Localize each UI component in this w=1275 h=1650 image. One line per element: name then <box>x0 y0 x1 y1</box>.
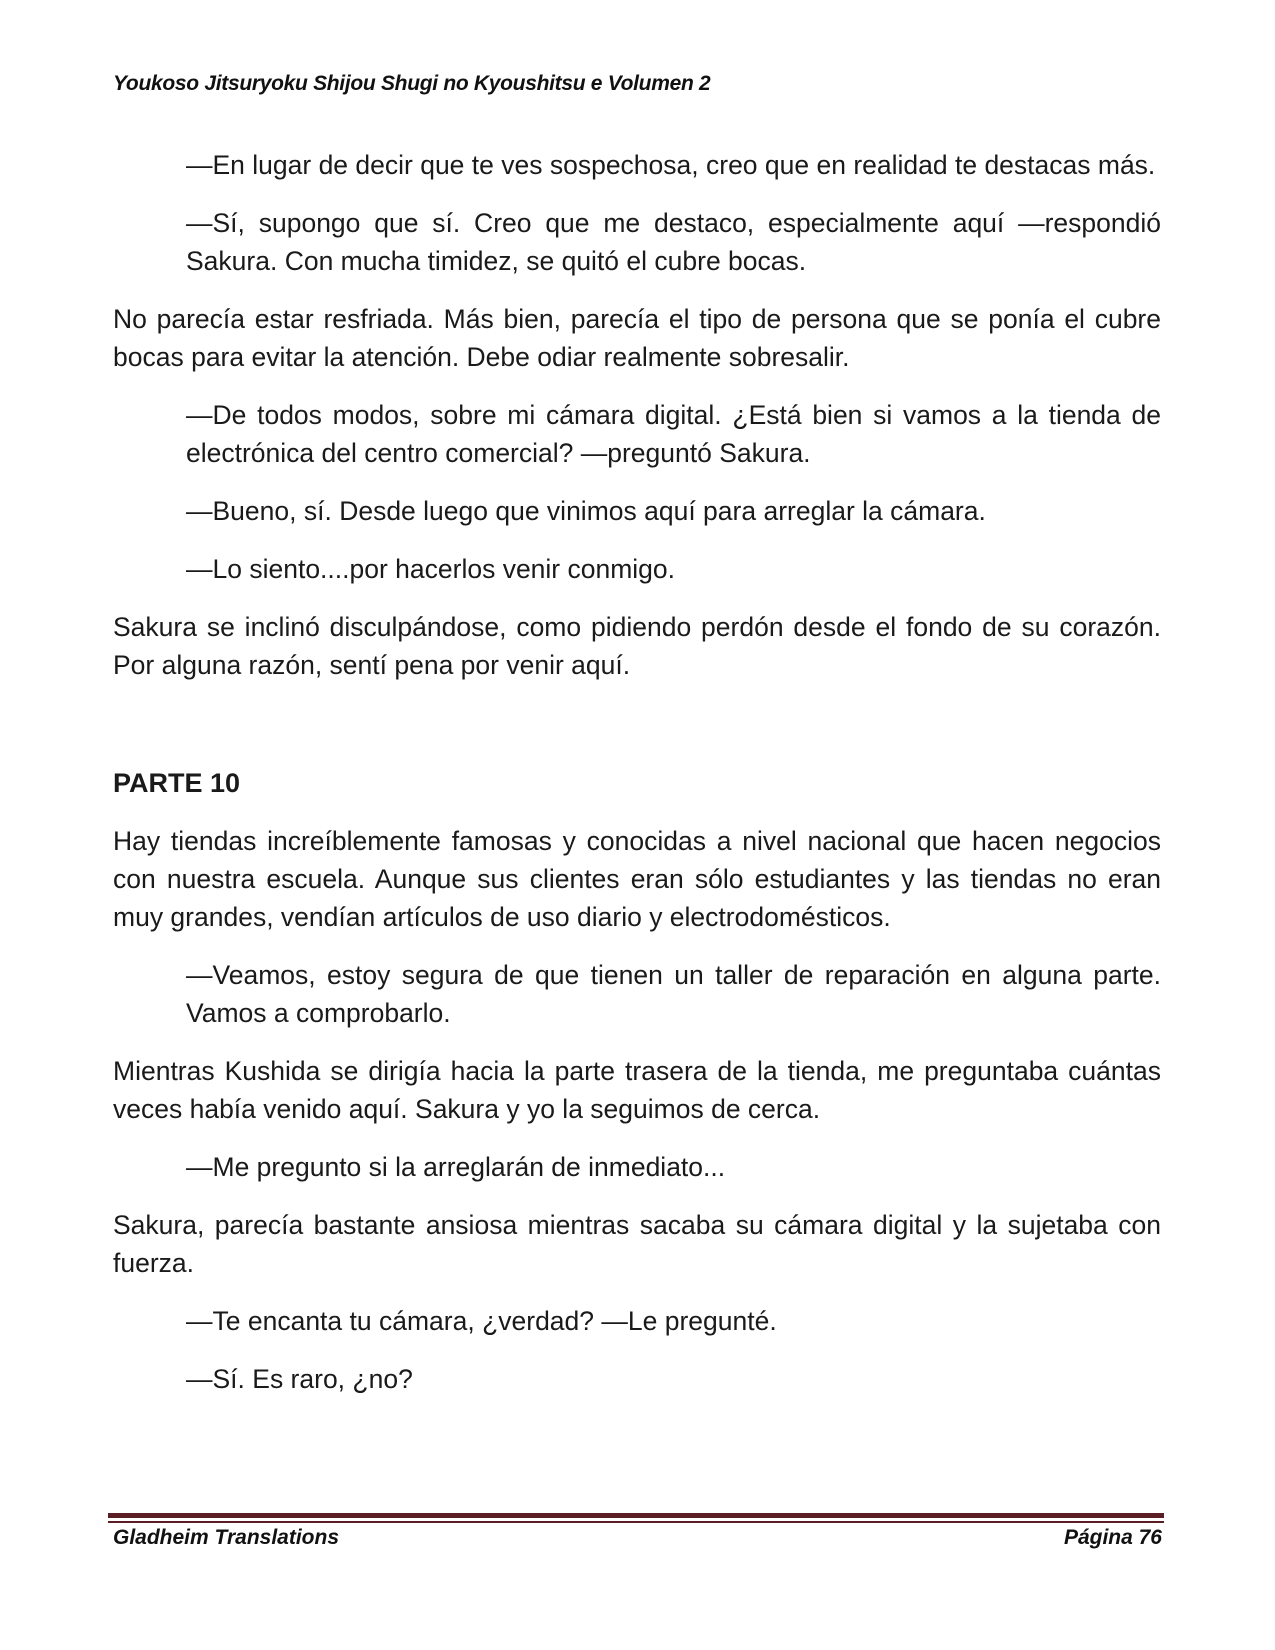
dialogue-paragraph: —De todos modos, sobre mi cámara digital. ¿Está bien si vamos a la tienda de electrónica del centro comercial? —preguntó Sakura. <box>186 400 1161 468</box>
dialogue-paragraph: —Bueno, sí. Desde luego que vinimos aquí para arreglar la cámara. <box>186 496 986 526</box>
narrative-paragraph: No parecía estar resfriada. Más bien, parecía el tipo de persona que se ponía el cubre bocas para evitar la atención. Debe odiar realmente sobresalir. <box>113 304 1161 372</box>
narrative-paragraph: Sakura se inclinó disculpándose, como pidiendo perdón desde el fondo de su corazón. Por alguna razón, sentí pena por venir aquí. <box>113 612 1161 680</box>
dialogue-paragraph: —En lugar de decir que te ves sospechosa, creo que en realidad te destacas más. <box>186 150 1156 180</box>
narrative-paragraph: Mientras Kushida se dirigía hacia la parte trasera de la tienda, me preguntaba cuántas veces había venido aquí. Sakura y yo la seguimos de cerca. <box>113 1056 1161 1124</box>
section-heading: PARTE 10 <box>113 768 241 798</box>
footer-publisher: Gladheim Translations <box>113 1526 340 1549</box>
running-header: Youkoso Jitsuryoku Shijou Shugi no Kyoushitsu e Volumen 2 <box>113 72 711 95</box>
narrative-paragraph: Sakura, parecía bastante ansiosa mientras sacaba su cámara digital y la sujetaba con fuerza. <box>113 1210 1161 1278</box>
dialogue-paragraph: —Veamos, estoy segura de que tienen un taller de reparación en alguna parte. Vamos a comprobarlo. <box>186 960 1161 1028</box>
narrative-paragraph: Hay tiendas increíblemente famosas y conocidas a nivel nacional que hacen negocios con nuestra escuela. Aunque sus clientes eran sólo estudiantes y las tiendas no eran muy grandes, vendían artículos de uso diario y electrodomésticos. <box>113 826 1161 932</box>
dialogue-paragraph: —Sí. Es raro, ¿no? <box>186 1364 413 1394</box>
dialogue-paragraph: —Me pregunto si la arreglarán de inmediato... <box>186 1152 726 1182</box>
footer-page-number: Página 76 <box>1063 1526 1162 1549</box>
page-body <box>113 146 1161 1418</box>
dialogue-paragraph: —Sí, supongo que sí. Creo que me destaco, especialmente aquí —respondió Sakura. Con mucha timidez, se quitó el cubre bocas. <box>186 208 1161 276</box>
dialogue-paragraph: —Te encanta tu cámara, ¿verdad? —Le pregunté. <box>186 1306 777 1336</box>
footer-divider-thin <box>108 1521 1164 1523</box>
dialogue-paragraph: —Lo siento....por hacerlos venir conmigo. <box>186 554 676 584</box>
footer-divider-thick <box>108 1513 1164 1518</box>
